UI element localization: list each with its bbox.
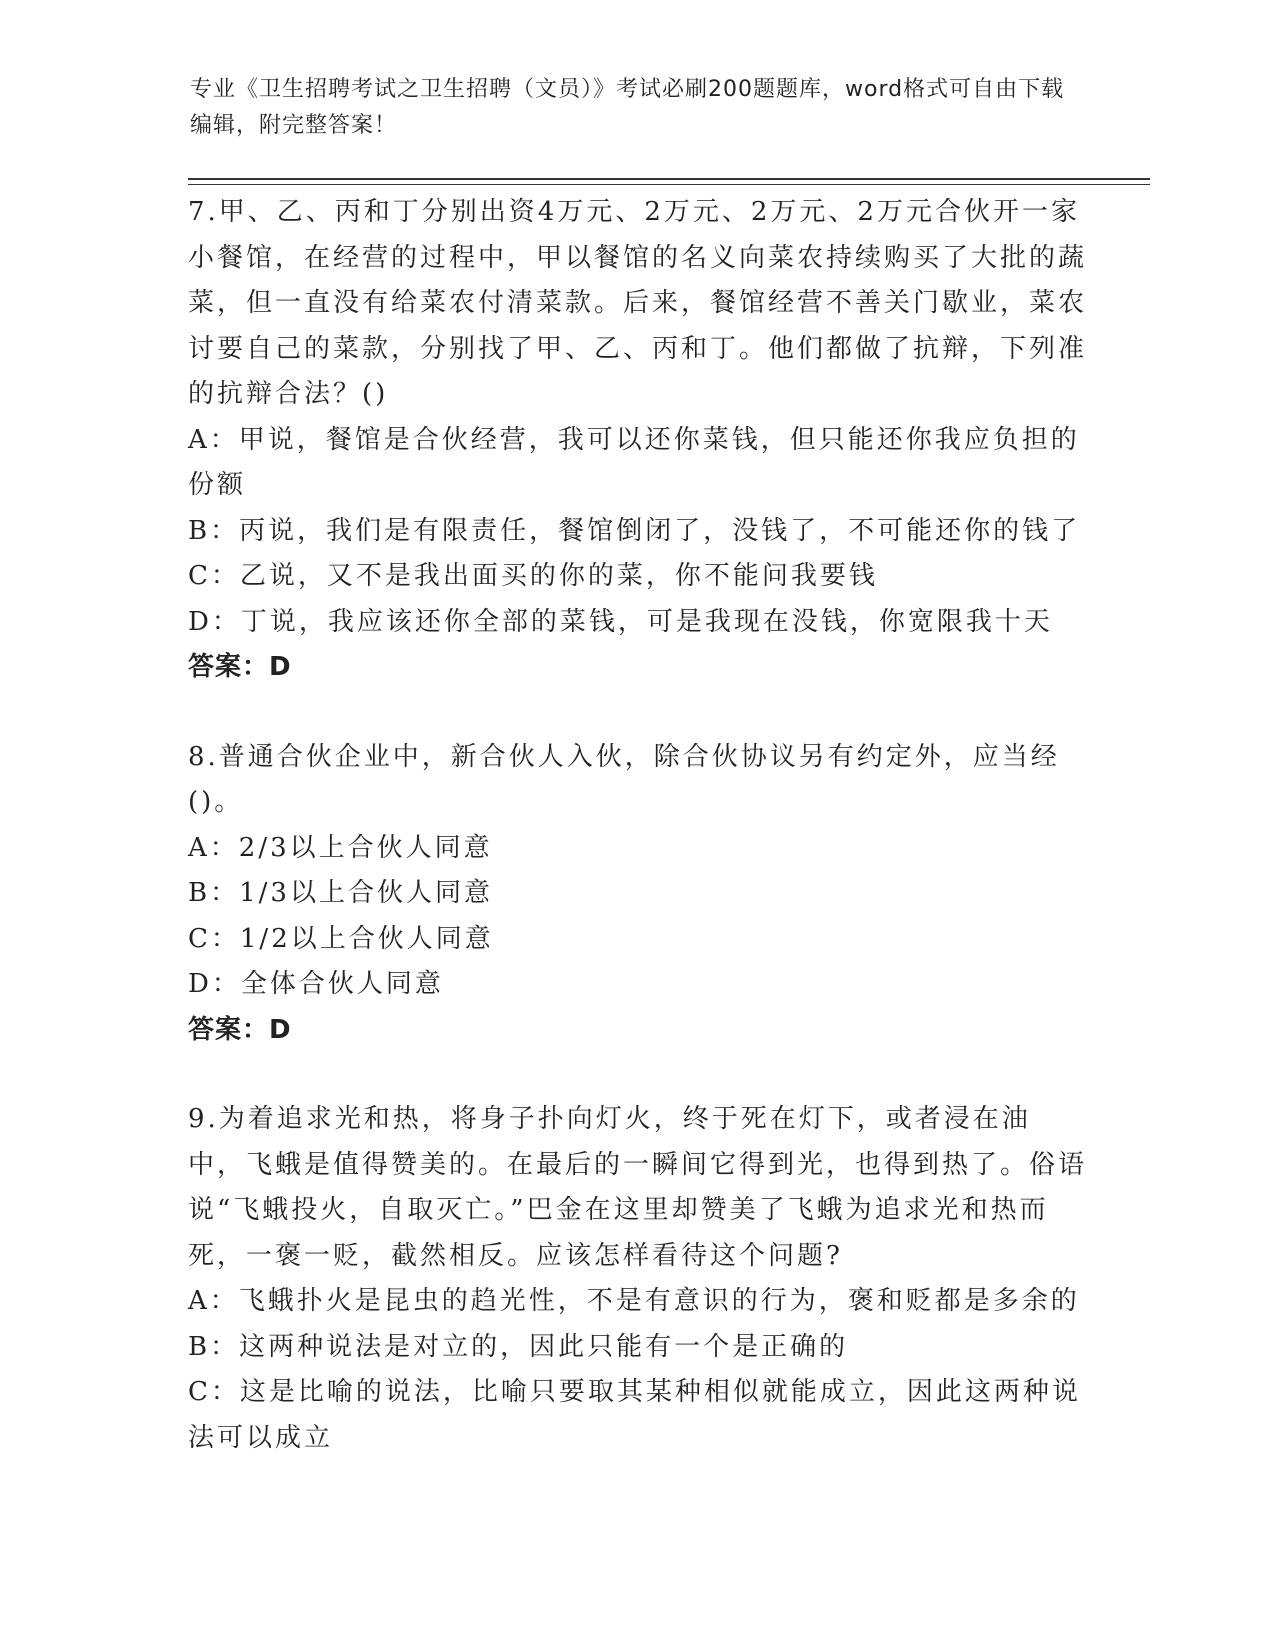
question-8 xyxy=(188,735,1088,1054)
option-a: A：飞蛾扑火是昆虫的趋光性，不是有意识的行为，褒和贬都是多余的 xyxy=(188,1286,1080,1316)
header-rule-thick xyxy=(188,178,1150,180)
option-a: A：2/3以上合伙人同意 xyxy=(188,832,493,863)
option-b: B：1/3以上合伙人同意 xyxy=(188,878,493,908)
question-9 xyxy=(188,1097,1088,1461)
question-spacer xyxy=(188,1053,1088,1097)
document-header: 专业《卫生招聘考试之卫生招聘（文员）》考试必刷200题题库，word格式可自由下载编辑，附完整答案！ xyxy=(190,77,1065,138)
option-a: A：甲说，餐馆是合伙经营，我可以还你菜钱，但只能还你我应负担的份额 xyxy=(188,424,1080,500)
option-b: B：丙说，我们是有限责任，餐馆倒闭了，没钱了，不可能还你的钱了 xyxy=(188,515,1081,546)
question-spacer xyxy=(188,691,1088,735)
answer-label: 答案：D xyxy=(188,1014,292,1045)
option-d: D：全体合伙人同意 xyxy=(188,969,444,999)
question-stem: 8.普通合伙企业中，新合伙人入伙，除合伙协议另有约定外，应当经()。 xyxy=(188,741,1060,817)
question-7 xyxy=(188,190,1088,691)
question-stem: 7.甲、乙、丙和丁分别出资4万元、2万元、2万元、2万元合伙开一家小餐馆，在经营的过程中，甲以餐馆的名义向菜农持续购买了大批的蔬菜，但一直没有给菜农付清菜款。后来，餐馆经营不善关门歇业，菜农讨要自己的菜款，分别找了甲、乙、丙和丁。他们都做了抗辩，下列准的抗辩合法？() xyxy=(188,197,1088,409)
option-b: B：这两种说法是对立的，因此只能有一个是正确的 xyxy=(188,1331,849,1362)
question-stem: 9.为着追求光和热，将身子扑向灯火，终于死在灯下，或者浸在油中，飞蛾是值得赞美的。在最后的一瞬间它得到光，也得到热了。俗语说“飞蛾投火，自取灭亡。”巴金在这里却赞美了飞蛾为追求光和热而死，一褒一贬，截然相反。应该怎样看待这个问题? xyxy=(188,1104,1088,1271)
option-c: C：这是比喻的说法，比喻只要取其某种相似就能成立，因此这两种说法可以成立 xyxy=(188,1377,1081,1453)
option-c: C：乙说，又不是我出面买的你的菜，你不能问我要钱 xyxy=(188,561,878,591)
answer-label: 答案：D xyxy=(188,652,292,682)
question-list xyxy=(188,190,1088,1461)
option-c: C：1/2以上合伙人同意 xyxy=(188,923,494,954)
option-d: D：丁说，我应该还你全部的菜钱，可是我现在没钱，你宽限我十天 xyxy=(188,606,1053,637)
header-rule-thin xyxy=(188,184,1150,185)
